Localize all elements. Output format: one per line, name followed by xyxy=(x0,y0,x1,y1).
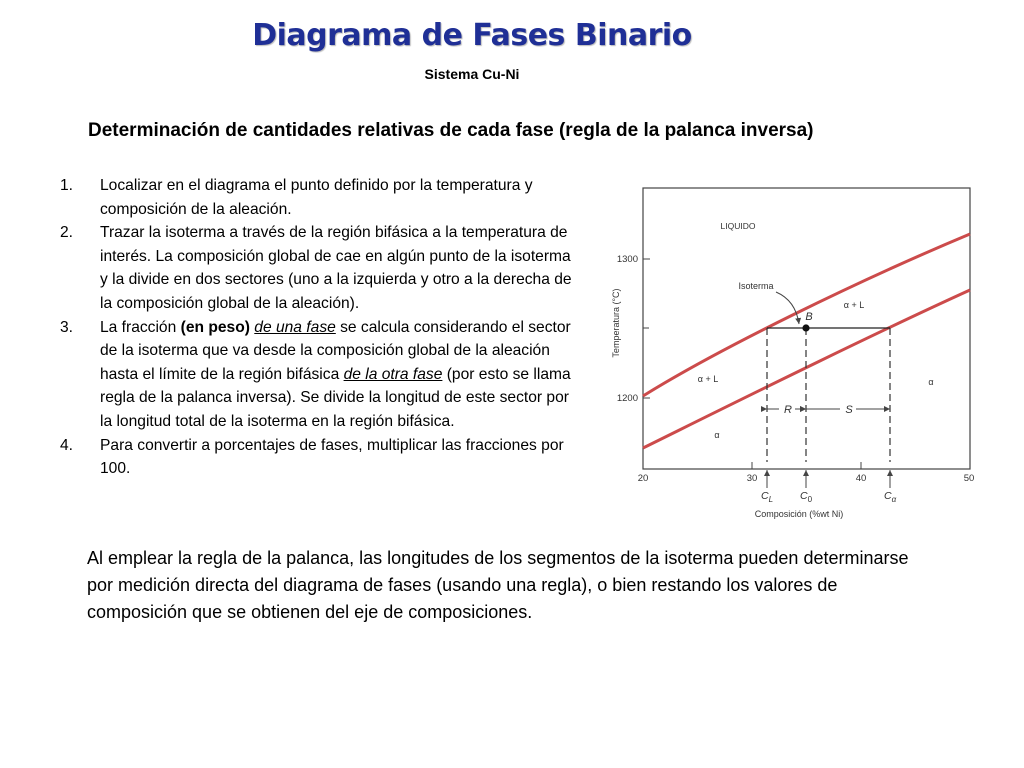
region-alpha-left: α xyxy=(714,430,720,440)
step-number: 3. xyxy=(60,318,74,336)
slide-title: Diagrama de Fases Binario xyxy=(252,18,692,53)
section-heading: Determinación de cantidades relativas de cada fase (regla de la palanca inversa) xyxy=(88,120,814,141)
x-tick-label-40: 40 xyxy=(855,473,867,484)
x-tick-label-30: 30 xyxy=(746,473,758,484)
step-text: Trazar la isoterma a través de la región bifásica a la temperatura de interés. La composición global de cae en algún punto de la isoterma y la divide en dos sectores (uno a la izquierda y otro a la derecha de la composición global de la aleación). xyxy=(100,224,572,312)
point-b-label: B xyxy=(805,311,813,323)
step-item xyxy=(58,316,580,434)
isoterma-pointer xyxy=(776,292,799,324)
closing-paragraph: Al emplear la regla de la palanca, las longitudes de los segmentos de la isoterma pueden determinarse por medición directa del diagrama de fases (usando una regla), o bien restando los valores de composición que se obtienen del eje de composiciones. xyxy=(87,548,909,622)
c0-label: $C_0$ xyxy=(800,490,813,504)
x-tick-label-20: 20 xyxy=(637,473,649,484)
r-segment-label: R xyxy=(784,404,792,416)
region-alpha-plus-l-left: α + L xyxy=(697,374,719,384)
step-emphasis-de-la-otra-fase: de la otra fase xyxy=(343,365,443,383)
step-number: 2. xyxy=(60,224,74,242)
step-text: Localizar en el diagrama el punto definido por la temperatura y composición de la aleación. xyxy=(100,177,533,218)
phase-diagram xyxy=(600,176,980,526)
step-item xyxy=(58,174,580,221)
step-emphasis-de-una-fase: de una fase xyxy=(254,318,336,336)
step-text-post: (por esto se llama regla de la palanca inversa). Se divide la longitud de este sector por la longitud total de la isoterma en la región bifásica. xyxy=(100,365,571,430)
step-text-bold: (en peso) xyxy=(180,318,250,336)
step-number: 1. xyxy=(60,177,74,194)
step-number: 4. xyxy=(60,436,74,454)
y-tick-label-1200: 1200 xyxy=(616,393,638,404)
ca-label: $C_\alpha$ xyxy=(884,490,897,504)
step-text-mid: se calcula considerando el sector de la isoterma que va desde la composición global de la aleación hasta el límite de la región bifásica xyxy=(100,318,571,383)
step-text: Para convertir a porcentajes de fases, multiplicar las fracciones por 100. xyxy=(100,436,564,478)
y-tick-label-1300: 1300 xyxy=(616,254,638,265)
step-text-pre: La fracción xyxy=(100,318,181,336)
steps-list xyxy=(58,174,580,481)
isoterma-label: Isoterma xyxy=(738,281,774,291)
x-axis-label: Composición (%wt Ni) xyxy=(754,509,844,519)
cl-label: $C_L$ xyxy=(761,490,774,504)
step-item xyxy=(58,221,580,315)
step-item xyxy=(58,434,580,481)
region-alpha-right: α xyxy=(928,377,934,387)
y-axis-label: Temperatura (°C) xyxy=(611,288,621,358)
slide-subtitle: Sistema Cu-Ni xyxy=(424,66,520,82)
s-segment-label: S xyxy=(845,404,853,416)
x-tick-label-50: 50 xyxy=(963,473,975,484)
region-liquido: LIQUIDO xyxy=(720,221,756,231)
point-b xyxy=(802,324,809,331)
region-alpha-plus-l-right: α + L xyxy=(843,300,865,310)
